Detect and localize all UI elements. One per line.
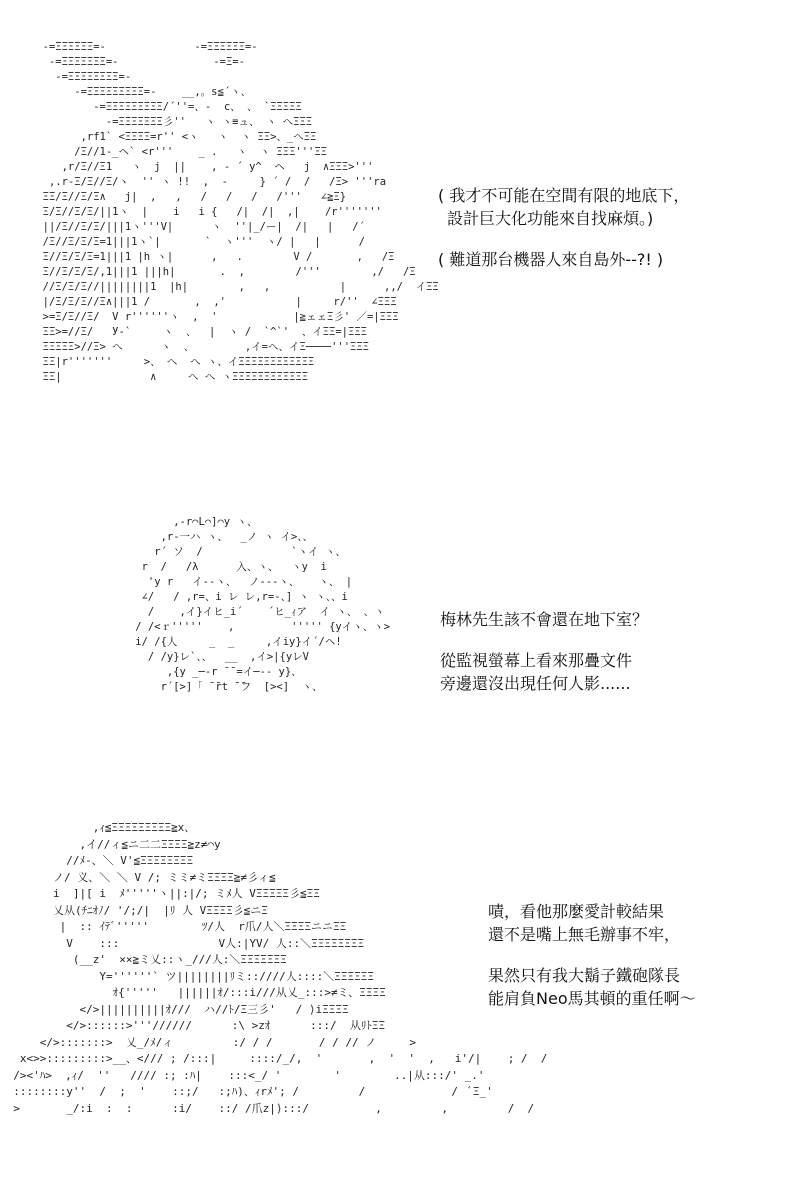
panel-1 <box>0 0 800 440</box>
caption-1-line-3: ( 難道那台機器人來自島外--?! ) <box>438 250 664 269</box>
panel-3 <box>0 800 800 1200</box>
ascii-art-ruined-machine: -=ΞΞΞΞΞΞ=- -=ΞΞΞΞΞΞ=- -=ΞΞΞΞΞΞΞ=- -=Ξ=- -=ΞΞΞΞΞΞΞΞ=- -=ΞΞΞΞΞΞΞΞΞ=- __,。s≦´ヽ、 -=ΞΞΞΞΞΞΞΞΞ/´''=、- c、 、 `ΞΞΞΞΞ -=ΞΞΞΞΞΞΞ彡'' ヽ ヽ≡ュ、 ヽ へΞΞΞ ,rf1` <ΞΞΞΞ=r'' <ヽ ヽ ヽ ΞΞ>、_へΞΞ /Ξ//1-_ヘ` <r''' _ . ヽ ヽ ΞΞΞ'''ΞΞ ,r/Ξ//Ξ1 ヽ j || , - ´ y^ ヘ j ∧ΞΞΞ>''' ,.r-Ξ/Ξ//Ξ/ヽ '' ヽ !! , - } ´ / / /Ξ> '''ra ΞΞ/Ξ//Ξ/Ξ∧ j| , , / / / /''' ∠≧Ξ} Ξ/Ξ//Ξ/Ξ/||1ヽ | i i { /| /| ,| /r''''''' ||/Ξ//Ξ/Ξ/|||1ヽ'''V| ヽ ''|_/ー| /| | /´ /Ξ//Ξ/Ξ/Ξ=1|||1ヽ`| ` ヽ''' ヽ/ | | / Ξ//Ξ/Ξ/Ξ=1|||1 |h ヽ| , . V / , /Ξ Ξ//Ξ/Ξ/Ξ/,1|||1 |||h| . , /''' ,/ /Ξ //Ξ/Ξ/Ξ//||||||||1 |h| , , | ,,/ イΞΞ |/Ξ/Ξ/Ξ//Ξ∧|||1 / , ,' | r/'' ∠ΞΞΞ >=Ξ/Ξ//Ξ/ V r''''''ヽ , ' |≧ェェΞ彡' ／=|ΞΞΞ ΞΞ>=//Ξ/ У-` ヽ 、 | ヽ / `^`' 、イΞΞ=|ΞΞΞ ΞΞΞΞΞ>//Ξ> へ ヽ 、 ,イ=へ、イΞ────'''ΞΞΞ ΞΞ|r''''''' >、 へ へ ヽ、イΞΞΞΞΞΞΞΞΞΞΞΞ ΞΞ| ∧ へ へ ヽΞΞΞΞΞΞΞΞΞΞΞΞ <box>42 41 439 383</box>
caption-3-line-1: 嘖，看他那麼愛計較結果 <box>488 902 665 921</box>
caption-1-line-1: ( 我才不可能在空間有限的地底下， <box>438 186 690 205</box>
caption-2-line-1: 梅林先生該不會還在地下室？ <box>440 610 649 629</box>
caption-3 <box>488 900 696 1010</box>
ascii-art-bearded-captain: ,ｨ≦ΞΞΞΞΞΞΞΞΞ≧x、 ,イ//ィ≦ニ二二ΞΞΞΞ≧z≠⌒y //ﾒ-、＼ V'≦ΞΞΞΞΞΞΞΞ ノ/ 义、＼ ＼ V /; ミミ≠ミΞΞΞΞ≧≠彡ィ≦ i ]|[ i ﾒ'''''ヽ||:|/; ミﾒ人 VΞΞΞΞΞ彡≦ΞΞ 乂从(ﾁﾆｵﾉ/ '/;/| |ﾘ 人 VΞΞΞΞ彡≦ニΞ | :: ｲﾃﾞ''''' ﾂ/人 r爪/人＼ΞΞΞΞニニΞΞ V ::: V人:|YV/ 人::＼ΞΞΞΞΞΞΞΞ (__z' ××≧ミ乂::ヽ_///人:＼ΞΞΞΞΞΞΞ Y=''''''` ツ||||||||ﾘミ::////人::::＼ΞΞΞΞΞΞ ｵ{''''' ||||||ｵ/:::i///从乂_:::>≠ミ、ΞΞΞΞ </>||||||||||ｵ/// ハ//ﾄ/Ξ三彡' / ⟩iΞΞΞΞ </>::::::>'''////// :\ >zｵ :::/ 从ﾘﾄΞΞ </>:::::::> 乂_/ﾒ/ィ :/ / / / / // ノ > x<>>:::::::::>__、</// ; /:::| ::::/_/, ' , ' ' , i'/| ; / / /><'ﾊ> ,ｨ/ '' //// :; :ﾊ| :::<_/ ' ' ..|从:::/' _.' ::::::::y'' / ; ' ::;/ :;ﾊ)、ｨrﾒ'; / / / ﾞΞ_' > _/:i : : :i/ ::/ /爪z|⟩:::/ , , / / <box>13 821 548 1115</box>
caption-2-line-2: 從監視螢幕上看來那疊文件 <box>440 651 633 670</box>
caption-3-line-3: 果然只有我大鬍子鐵砲隊長 <box>488 966 681 985</box>
caption-1 <box>438 184 689 271</box>
ascii-art-girl-character: ,-r⌒L⌒]⌒y ヽ、 ,r-一ハ ヽ、 _ノ ヽ イ>、、 r´ ソ / `ヽイ ヽ、 r / /λ 入、ヽ、 ヽy i 'y r イ-‐ヽ、 ノ--‐ヽ、 ヽ、 | ∠/ / ,r=、i レ レ,r=-、] ヽ ヽ、、i / ,イ}イヒ_i´ ´ヒ_ｨア イ ヽ、 、ヽ / /<ｒ''''' , ''''' {yイヽ、ヽ> i/ /{人 _ _ ,イiy}イ´/ヘ! / /y}レ`、、 __ ,イ>|{yレV ,{y _─‐r ̄ ̄ =イ─‐- y}、 r´[>]「 ̄ ̄rt ̄ ̄フ [><] ヽ、 <box>135 516 391 693</box>
caption-2 <box>440 608 648 695</box>
caption-1-line-2: 設計巨大化功能來自找麻煩。) <box>447 209 654 228</box>
caption-3-line-4: 能肩負Neo馬其頓的重任啊～ <box>488 989 696 1008</box>
panel-2 <box>0 440 800 800</box>
caption-3-line-2: 還不是嘴上無毛辦事不牢， <box>488 925 681 944</box>
caption-2-line-3: 旁邊還沒出現任何人影...... <box>440 674 631 693</box>
